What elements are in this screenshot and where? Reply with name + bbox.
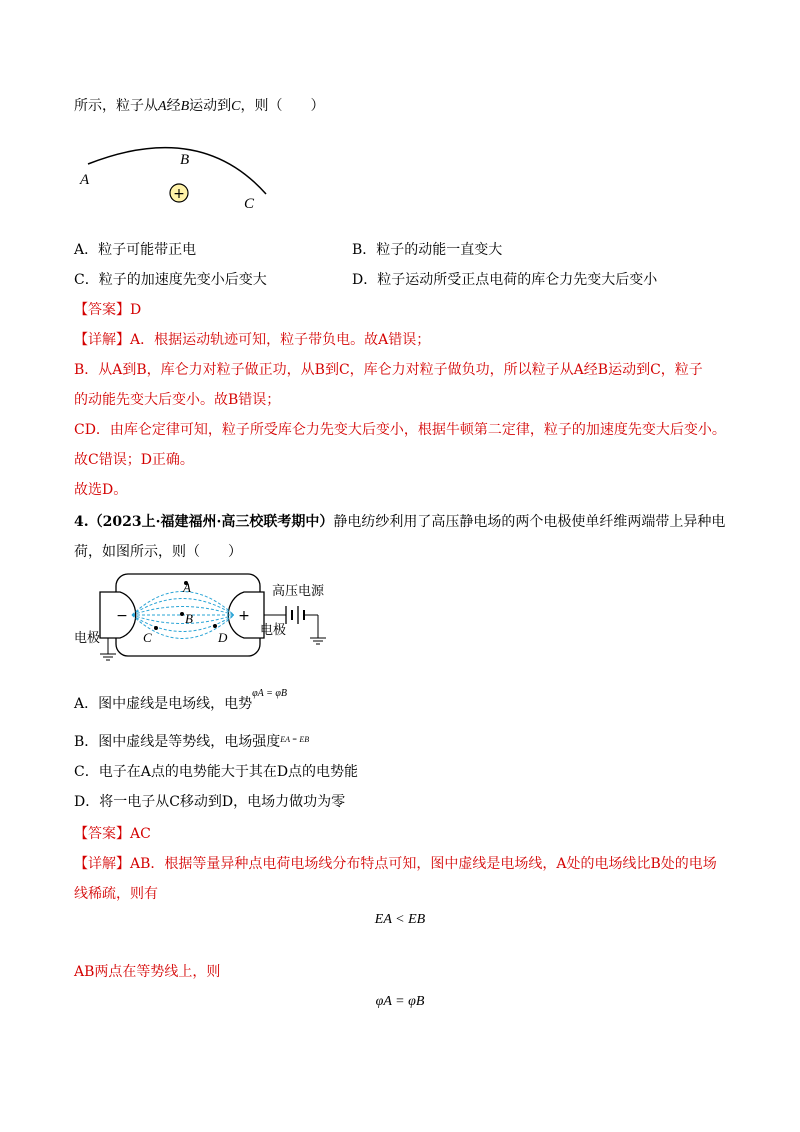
- q4-option-c[interactable]: C．电子在A点的电势能大于其在D点的电势能: [74, 764, 359, 780]
- q3-detail-1: 【详解】A．根据运动轨迹可知，粒子带负电。故A错误；: [74, 332, 431, 348]
- q3-option-c[interactable]: C．粒子的加速度先变小后变大: [74, 272, 267, 288]
- label-c: C: [244, 196, 255, 212]
- q3-detail-6: 故选D。: [74, 482, 128, 498]
- svg-text:+: +: [238, 608, 250, 624]
- label-a: A: [80, 172, 90, 188]
- q3-trajectory-figure: [70, 138, 280, 218]
- q4-equation-2: φA = φB: [375, 994, 425, 1009]
- power-label: 高压电源: [272, 584, 325, 599]
- q4-stem-2: 荷，如图所示，则（ ）: [74, 544, 242, 560]
- q3-option-d[interactable]: D．粒子运动所受正点电荷的库仑力先变大后变小: [352, 272, 658, 288]
- electrode-label-right: 电极: [260, 623, 287, 638]
- q4-equation-1: EA < EB: [374, 912, 426, 927]
- svg-text:+: +: [173, 186, 185, 202]
- point-c: [154, 626, 158, 630]
- svg-text:−: −: [116, 608, 128, 624]
- q3-detail-2: B．从A到B，库仑力对粒子做正功，从B到C，库仑力对粒子做负功，所以粒子从A经B运动到C，粒子: [74, 362, 703, 378]
- svg-text:D: D: [218, 630, 228, 645]
- svg-text:A: A: [183, 580, 191, 595]
- label-b: B: [180, 152, 190, 168]
- q3-option-a[interactable]: A．粒子可能带正电: [74, 242, 197, 258]
- q4-detail-1: 【详解】AB．根据等量异种点电荷电场线分布特点可知，图中虚线是电场线，A处的电场线比B处的电场: [74, 856, 717, 872]
- point-b: [180, 612, 184, 616]
- q4-option-d[interactable]: D．将一电子从C移动到D，电场力做功为零: [74, 794, 346, 810]
- q3-detail-3: 的动能先变大后变小。故B错误；: [74, 392, 281, 408]
- q3-detail-4: CD．由库仑定律可知，粒子所受库仑力先变大后变小，根据牛顿第二定律，粒子的加速度先变大后变小。: [74, 422, 726, 438]
- q3-option-b[interactable]: B．粒子的动能一直变大: [352, 242, 503, 258]
- electrode-label-left: 电极: [74, 631, 101, 646]
- q3-answer: 【答案】D: [74, 302, 142, 318]
- q4-detail-2: 线稀疏，则有: [74, 886, 158, 902]
- q4-option-b[interactable]: B．图中虚线是等势线，电场强度$^{EA = EB}$: [74, 734, 310, 750]
- q3-detail-5: 故C错误；D正确。: [74, 452, 194, 468]
- q3-stem: 所示，粒子从A经B运动到C，则（ ）: [74, 98, 325, 114]
- svg-text:C: C: [143, 630, 152, 645]
- q4-answer: 【答案】AC: [74, 826, 151, 842]
- q4-stem-1: 4.（2023上·福建福州·高三校联考期中）静电纺纱利用了高压静电场的两个电极使单纤维两端带上异种电: [74, 514, 726, 530]
- q4-detail-3: AB两点在等势线上，则: [74, 964, 221, 980]
- point-d: [213, 624, 217, 628]
- svg-text:B: B: [185, 611, 193, 626]
- q4-option-a[interactable]: A．图中虚线是电场线，电势$^{\varphi A = \varphi B}$: [74, 688, 287, 712]
- q4-electrospinning-figure: [72, 568, 342, 668]
